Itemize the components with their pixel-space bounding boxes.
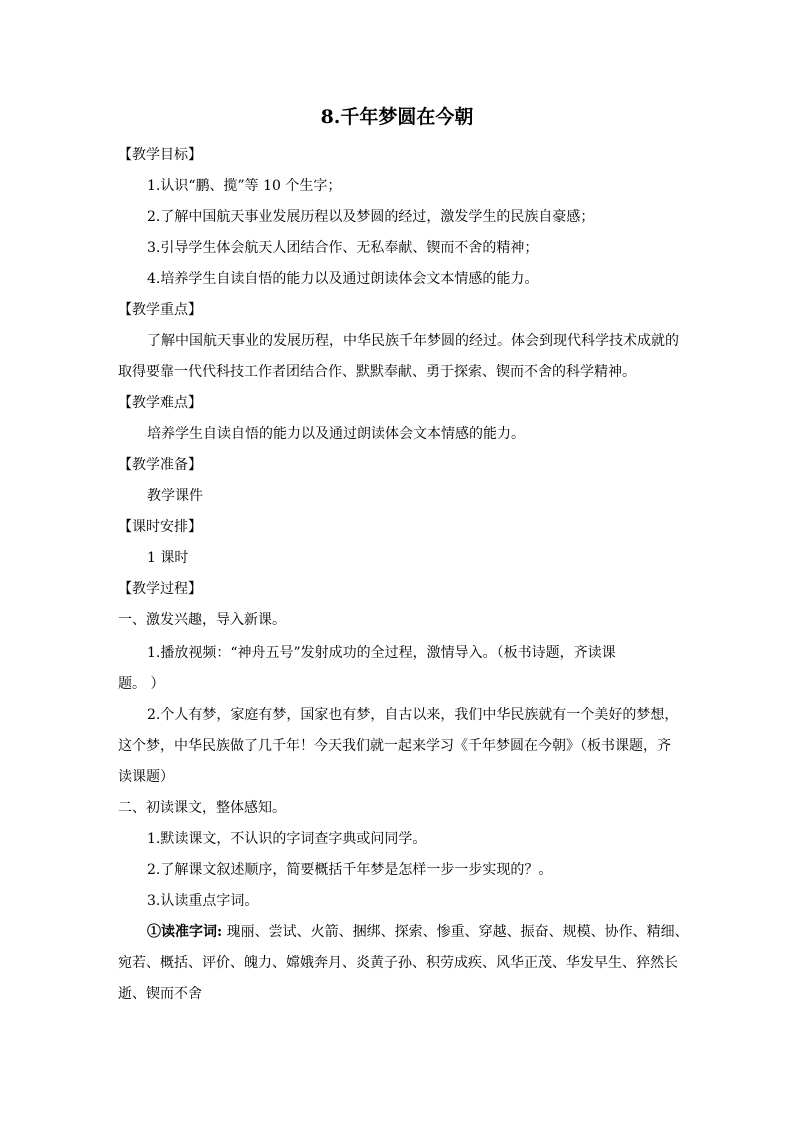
section-heading-difficulty: 【教学难点】 [118, 395, 202, 411]
part2-item-2: 2.了解课文叙述顺序，简要概括千年梦是怎样一步一步实现的？。 [147, 862, 553, 878]
section-heading-process: 【教学过程】 [118, 581, 202, 597]
words-line-3: 逝、锲而不舍 [118, 986, 202, 1002]
part2-item-1: 1.默读课文，不认识的字词查字典或问同学。 [147, 831, 427, 847]
section-heading-schedule: 【课时安排】 [118, 519, 202, 535]
difficulty-text: 培养学生自读自悟的能力以及通过朗读体会文本情感的能力。 [147, 426, 525, 442]
key-points-line-1: 了解中国航天事业的发展历程，中华民族千年梦圆的经过。体会到现代科学技术成就的 [147, 333, 679, 349]
part1-item2-line-2: 这个梦，中华民族做了几千年！今天我们就一起来学习《千年梦圆在今朝》（板书课题，齐 [118, 738, 671, 754]
document-title: 8.千年梦圆在今朝 [320, 106, 474, 128]
process-part-1-title: 一、激发兴趣，导入新课。 [118, 612, 286, 628]
words-line-1-text: 瑰丽、尝试、火箭、捆绑、探索、惨重、穿越、振奋、规模、协作、精细、 [222, 924, 689, 940]
part1-item1-line-2: 题。 ） [118, 676, 165, 692]
part1-item1-line-1: 1.播放视频：“神舟五号”发射成功的全过程，激情导入。（板书诗题，齐读课 [147, 645, 616, 661]
preparation-text: 教学课件 [147, 488, 203, 504]
schedule-text: 1 课时 [147, 550, 189, 566]
part1-item2-line-3: 读课题） [118, 769, 174, 785]
key-points-line-2: 取得要靠一代代科技工作者团结合作、默默奉献、勇于探索、锲而不舍的科学精神。 [118, 364, 636, 380]
section-heading-preparation: 【教学准备】 [118, 457, 202, 473]
section-heading-goals: 【教学目标】 [118, 147, 202, 163]
goal-item-1: 1.认识“鹏、揽”等 10 个生字； [147, 178, 342, 194]
part2-item-3: 3.认读重点字词。 [147, 893, 259, 909]
section-heading-key-points: 【教学重点】 [118, 302, 202, 318]
words-line-2: 宛若、概括、评价、魄力、嫦娥奔月、炎黄子孙、积劳成疾、风华正茂、华发早生、猝然长 [118, 955, 678, 971]
part1-item2-line-1: 2.个人有梦，家庭有梦，国家也有梦，自古以来，我们中华民族就有一个美好的梦想， [147, 707, 679, 723]
goal-item-4: 4.培养学生自读自悟的能力以及通过朗读体会文本情感的能力。 [147, 271, 539, 287]
words-label: ①读准字词: [147, 924, 223, 940]
words-line-1 [147, 922, 689, 942]
goal-item-2: 2.了解中国航天事业发展历程以及梦圆的经过，激发学生的民族自豪感； [147, 209, 595, 225]
goal-item-3: 3.引导学生体会航天人团结合作、无私奉献、锲而不舍的精神； [147, 240, 539, 256]
process-part-2-title: 二、初读课文，整体感知。 [118, 800, 286, 816]
